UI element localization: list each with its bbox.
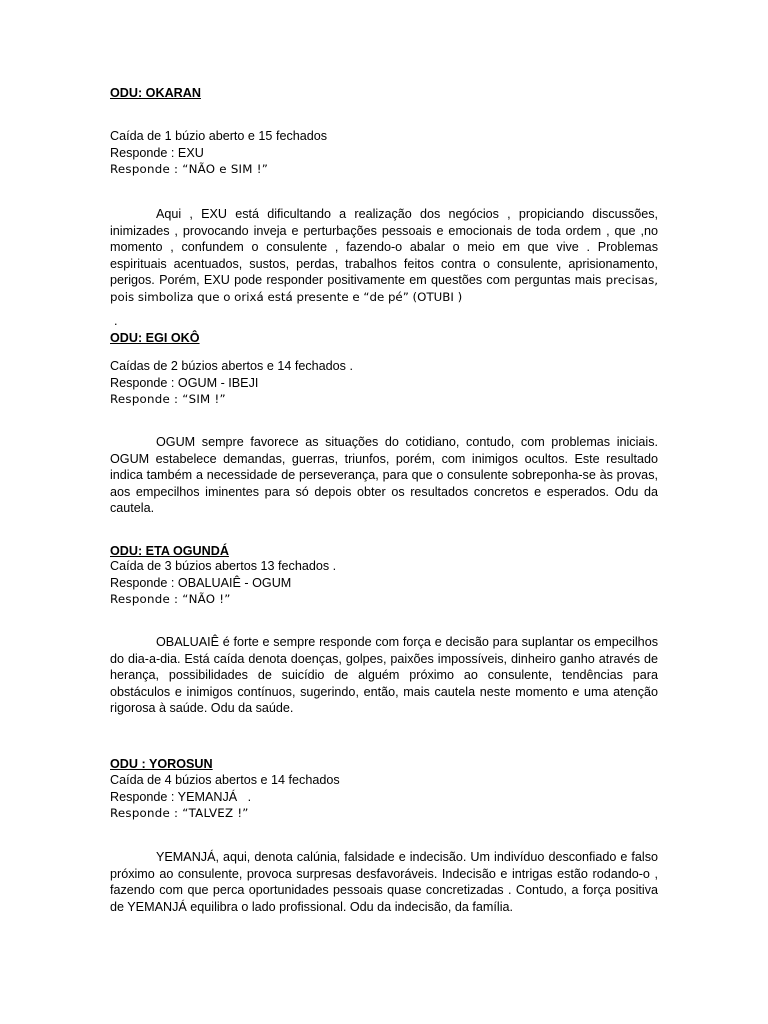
responde-orixa: Responde : OGUM - IBEJI — [110, 375, 259, 390]
paragraph-text: Aqui , EXU está dificultando a realização dos negócios , propiciando discussões, inimizades , provocando inveja e perturbações pessoais e emocionais de toda ordem , que ,no momento , confundem o consulente , fazendo-o abalar o meio em que vive . Problemas espirituais acentuados, sustos, perdas, trabalhos feitos contra o consulente, aprisionamento, perigos. Porém, EXU pode responder positivamente em questões com perguntas mais — [110, 207, 658, 287]
fall-description: Caída de 1 búzio aberto e 15 fechados — [110, 129, 328, 143]
responde-answer: Responde : “SIM !” — [110, 392, 226, 406]
odu-yorosun-paragraph: YEMANJÁ, aqui, denota calúnia, falsidade e indecisão. Um indivíduo desconfiado e falso próximo ao consulente, provoca surpresas desfavoráveis. Indecisão e intrigas estão rodando-o , fazendo com que perca oportunidades pessoais quase concretizadas . Contudo, a força positiva de YEMANJÁ equilibra o lado profissional. Odu da indecisão, da família. — [110, 850, 658, 914]
responde-answer: Responde : “TALVEZ !” — [110, 806, 249, 820]
document-page — [110, 0, 658, 1024]
odu-yorosun-header — [110, 756, 658, 773]
odu-egi-oko-info — [110, 358, 658, 408]
section-heading: ODU: ETA OGUNDÁ — [110, 544, 229, 558]
responde-answer: Responde : “NÃO !” — [110, 592, 231, 606]
fall-description: Caída de 3 búzios abertos 13 fechados . — [110, 559, 337, 573]
section-heading: ODU: OKARAN — [110, 86, 201, 100]
stray-dot: . — [114, 314, 118, 328]
odu-okaran-info — [110, 128, 658, 178]
odu-egi-oko-paragraph: OGUM sempre favorece as situações do cotidiano, contudo, com problemas iniciais. OGUM estabelece demandas, guerras, triunfos, porém, com inimigos ocultos. Este resultado indica também a necessidade de perseverança, para que o consulente sobreponha-se às provas, aos empecilhos iminentes para só depois obter os resultados concretos e esperados. Odu da cautela. — [110, 435, 658, 515]
paragraph-tail: precisas, pois simboliza que o orixá está presente e “de pé” (OTUBI ) — [110, 273, 658, 304]
fall-description: Caídas de 2 búzios abertos e 14 fechados . — [110, 359, 353, 373]
section-heading: ODU: EGI OKÔ — [110, 331, 200, 345]
odu-okaran-header — [110, 85, 658, 102]
responde-orixa: Responde : OBALUAIÊ - OGUM — [110, 575, 292, 590]
fall-description: Caída de 4 búzios abertos e 14 fechados — [110, 773, 340, 787]
responde-orixa: Responde : EXU — [110, 145, 204, 160]
odu-eta-ogunda-info — [110, 558, 658, 608]
odu-okaran-paragraph — [110, 206, 658, 305]
odu-eta-ogunda-paragraph: OBALUAIÊ é forte e sempre responde com força e decisão para suplantar os empecilhos do dia-a-dia. Está caída denota doenças, golpes, paixões impossíveis, dinheiro ganho através de herança, possibilidades de suicídio de alguém próximo ao consulente, tendências para obstáculos e inimigos contínuos, sugerindo, então, mais cautela neste momento e uma atenção rigorosa à saúde. Odu da saúde. — [110, 635, 658, 715]
odu-egi-oko-header — [110, 330, 658, 347]
responde-answer: Responde : “NÃO e SIM !” — [110, 162, 269, 176]
responde-orixa: Responde : YEMANJÁ . — [110, 789, 252, 804]
section-heading: ODU : YOROSUN — [110, 757, 213, 771]
odu-yorosun-info — [110, 772, 658, 822]
